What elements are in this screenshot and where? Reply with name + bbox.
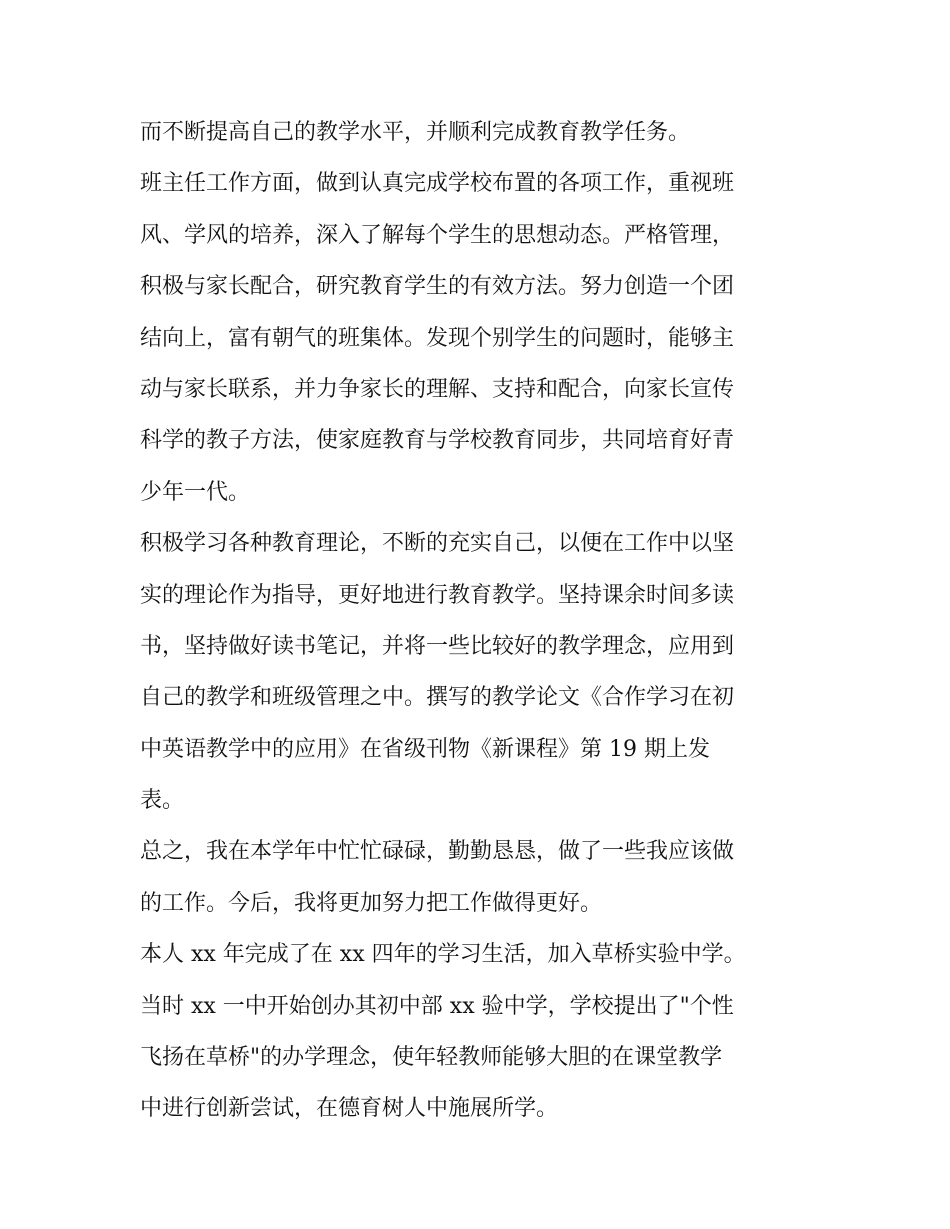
text-line: 动与家长联系，并力争家长的理解、支持和配合，向家长宣传 (140, 376, 735, 402)
text-line: 当时 xx 一中开始创办其初中部 xx 验中学，学校提出了"个性 (140, 993, 734, 1019)
text-line: 表。 (140, 788, 185, 814)
text-line: 科学的教子方法，使家庭教育与学校教育同步，共同培育好青 (140, 428, 735, 454)
text-line: 班主任工作方面，做到认真完成学校布置的各项工作，重视班 (140, 171, 735, 197)
text-line: 风、学风的培养，深入了解每个学生的思想动态。严格管理， (140, 222, 735, 248)
text-line: 书，坚持做好读书笔记，并将一些比较好的教学理念，应用到 (140, 633, 735, 659)
text-line: 飞扬在草桥"的办学理念，使年轻教师能够大胆的在课堂教学 (140, 1045, 723, 1071)
text-line: 中英语教学中的应用》在省级刊物《新课程》第 19 期上发 (140, 736, 710, 762)
text-line: 自己的教学和班级管理之中。撰写的教学论文《合作学习在初 (140, 685, 735, 711)
text-line: 实的理论作为指导，更好地进行教育教学。坚持课余时间多读 (140, 582, 735, 608)
text-line: 的工作。今后，我将更加努力把工作做得更好。 (140, 890, 603, 916)
text-line: 中进行创新尝试，在德育树人中施展所学。 (140, 1096, 559, 1122)
document-body (140, 107, 820, 1135)
text-line: 少年一代。 (140, 479, 251, 505)
text-line: 而不断提高自己的教学水平，并顺利完成教育教学任务。 (140, 120, 691, 145)
text-line: 总之，我在本学年中忙忙碌碌，勤勤恳恳，做了一些我应该做 (140, 839, 735, 865)
text-line: 结向上，富有朝气的班集体。发现个别学生的问题时，能够主 (140, 325, 735, 351)
text-line: 本人 xx 年完成了在 xx 四年的学习生活，加入草桥实验中学。 (140, 942, 746, 968)
text-line: 积极学习各种教育理论，不断的充实自己，以便在工作中以坚 (140, 531, 735, 557)
text-line: 积极与家长配合，研究教育学生的有效方法。努力创造一个团 (140, 274, 735, 300)
